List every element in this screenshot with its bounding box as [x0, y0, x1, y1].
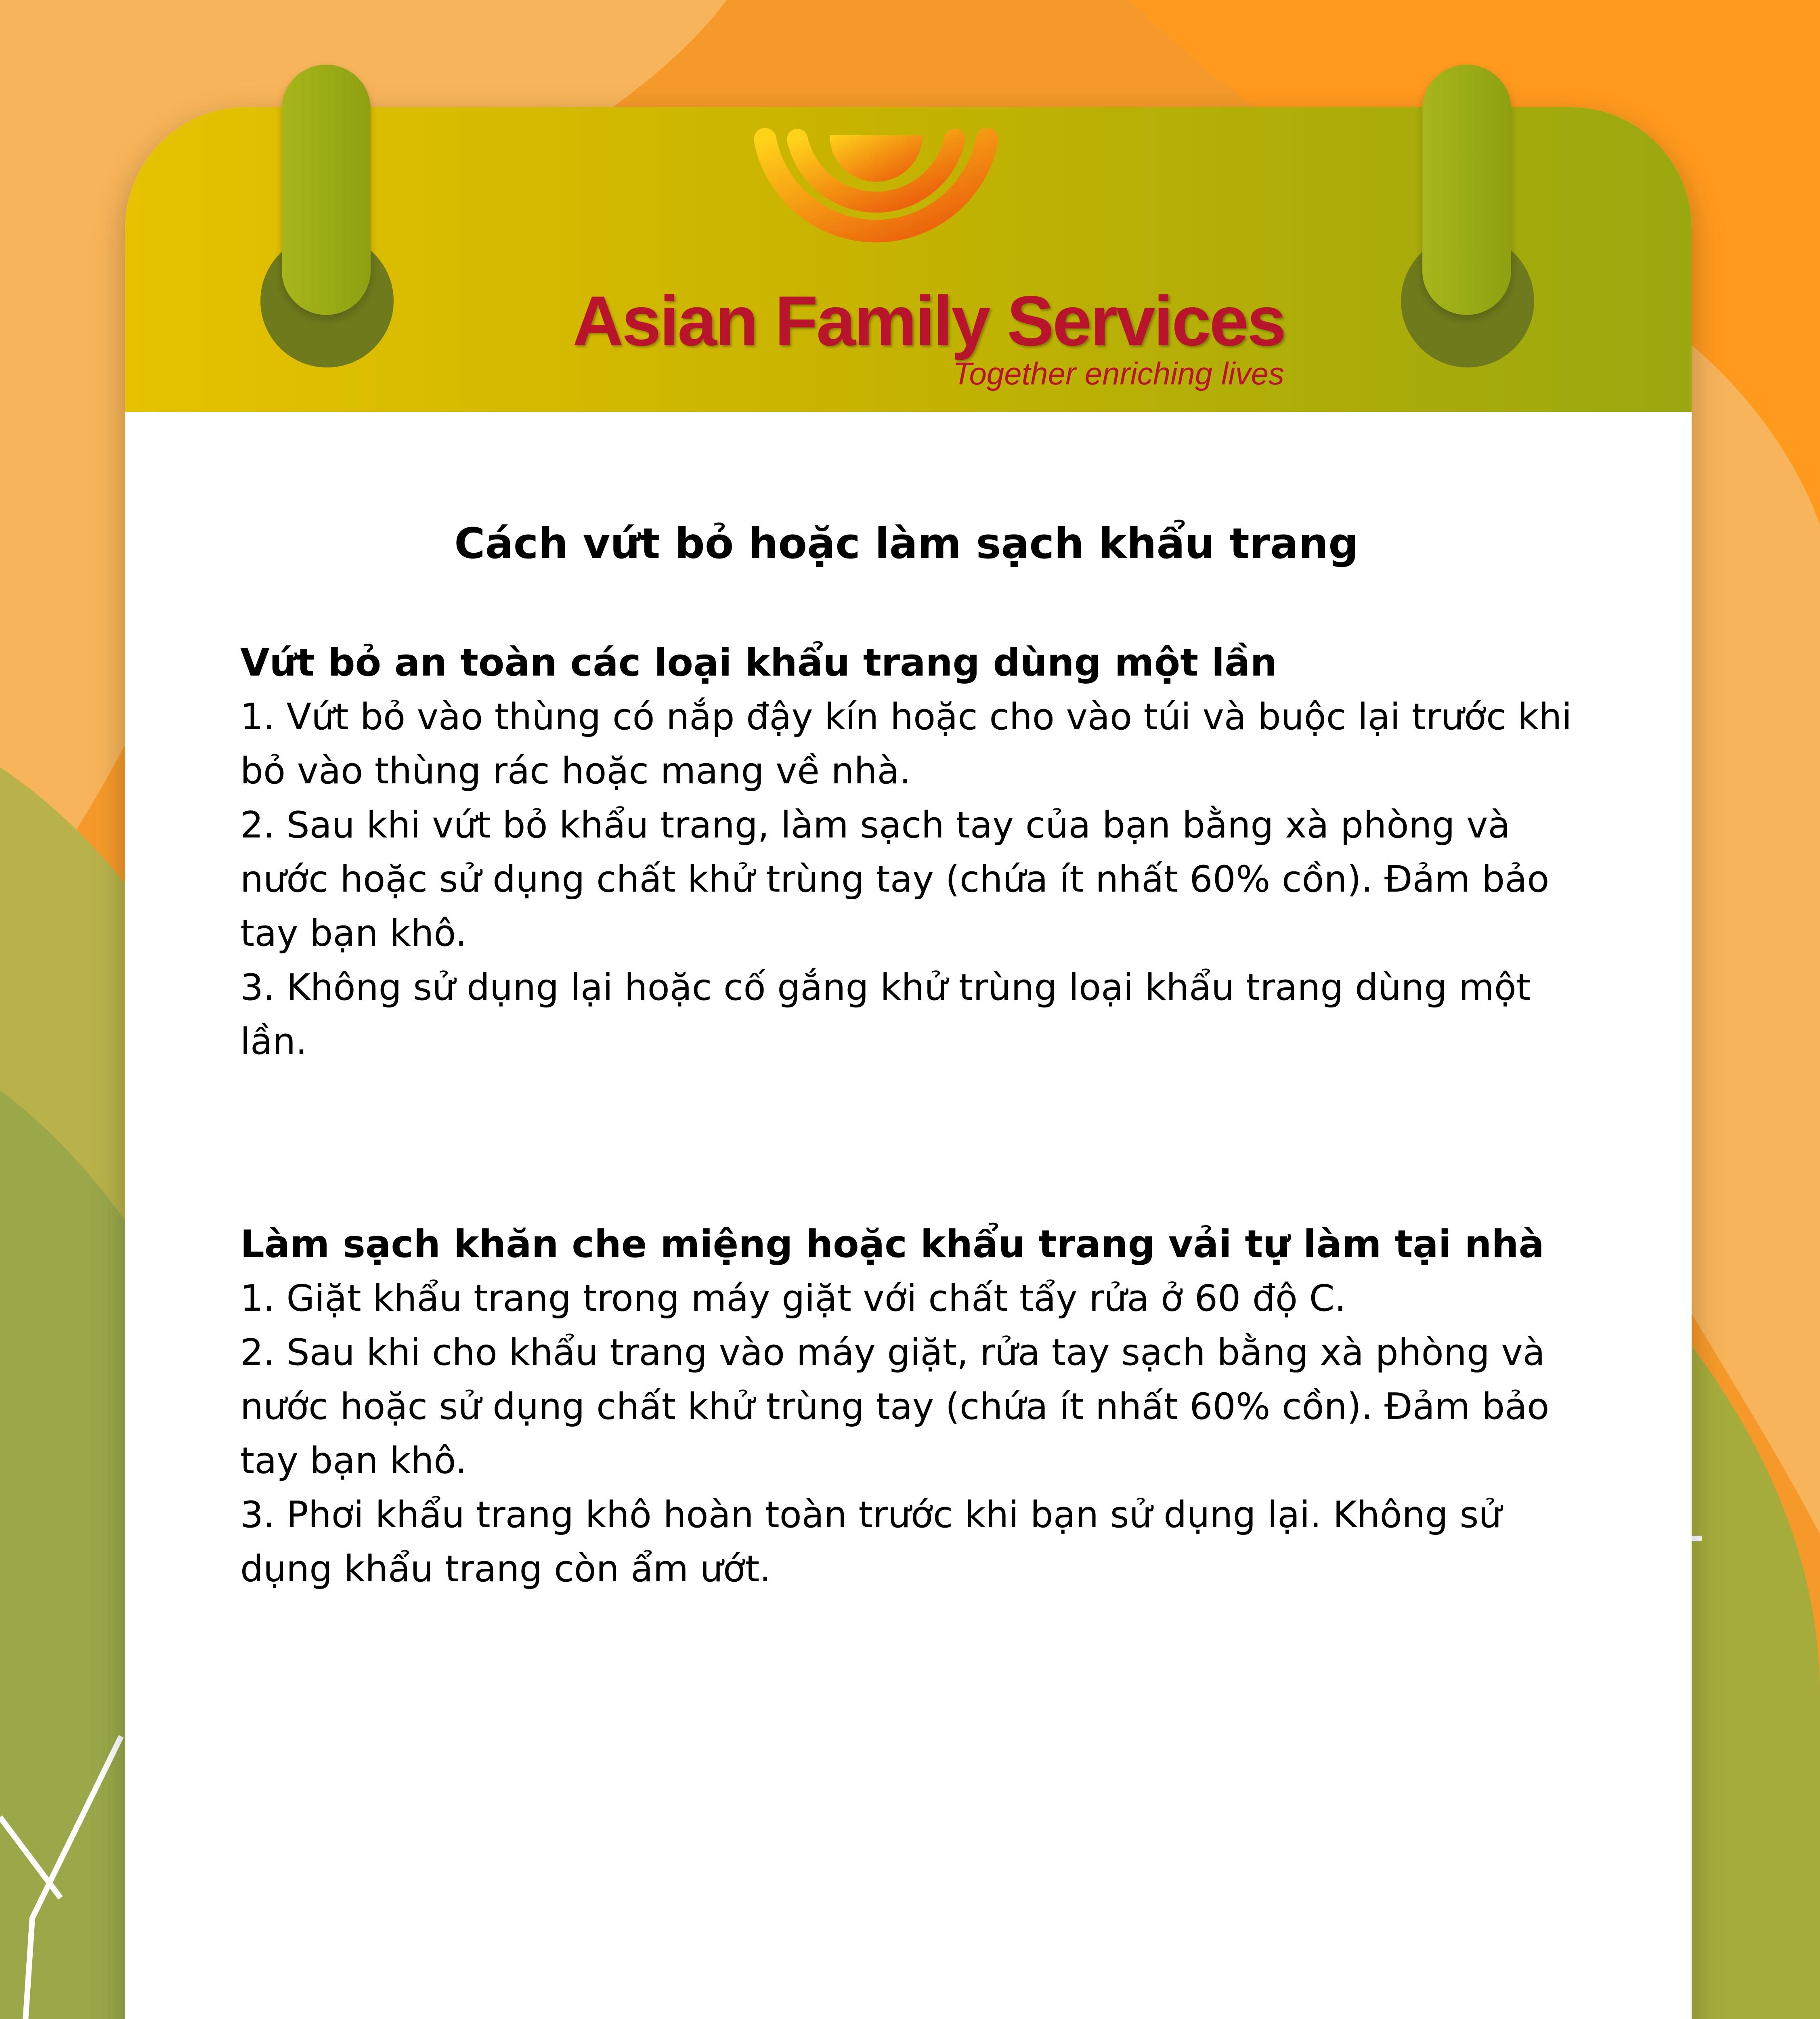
list-item: 2. Sau khi vứt bỏ khẩu trang, làm sạch tay của bạn bằng xà phòng và nước hoặc sử dụng chất khử trùng tay (chứa ít nhất 60% cồn). Đảm bảo tay bạn khô. [240, 804, 1550, 955]
binder-ring-left [282, 65, 371, 315]
section-cloth-masks [240, 1217, 1573, 1596]
brand-tagline: Together enriching lives [953, 356, 1284, 391]
binder-ring-right [1422, 65, 1511, 315]
section-heading: Làm sạch khăn che miệng hoặc khẩu trang vải tự làm tại nhà [240, 1222, 1544, 1266]
calendar-card [125, 107, 1692, 2019]
list-item: 1. Vứt bỏ vào thùng có nắp đậy kín hoặc cho vào túi và buộc lại trước khi bỏ vào thùng rác hoặc mang về nhà. [240, 696, 1572, 792]
brand-name: Asian Family Services [572, 282, 1285, 361]
list-item: 2. Sau khi cho khẩu trang vào máy giặt, rửa tay sạch bằng xà phòng và nước hoặc sử dụng chất khử trùng tay (chứa ít nhất 60% cồn). Đảm bảo tay bạn khô. [240, 1331, 1550, 1482]
section-disposable-masks [240, 636, 1573, 1069]
list-item: 1. Giặt khẩu trang trong máy giặt với chất tẩy rửa ở 60 độ C. [240, 1277, 1346, 1320]
list-item: 3. Không sử dụng lại hoặc cố gắng khử trùng loại khẩu trang dùng một lần. [240, 966, 1531, 1063]
list-item: 3. Phơi khẩu trang khô hoàn toàn trước khi bạn sử dụng lại. Không sử dụng khẩu trang còn ẩm ướt. [240, 1494, 1502, 1590]
page-title: Cách vứt bỏ hoặc làm sạch khẩu trang [454, 519, 1359, 568]
section-heading: Vứt bỏ an toàn các loại khẩu trang dùng một lần [240, 641, 1277, 685]
